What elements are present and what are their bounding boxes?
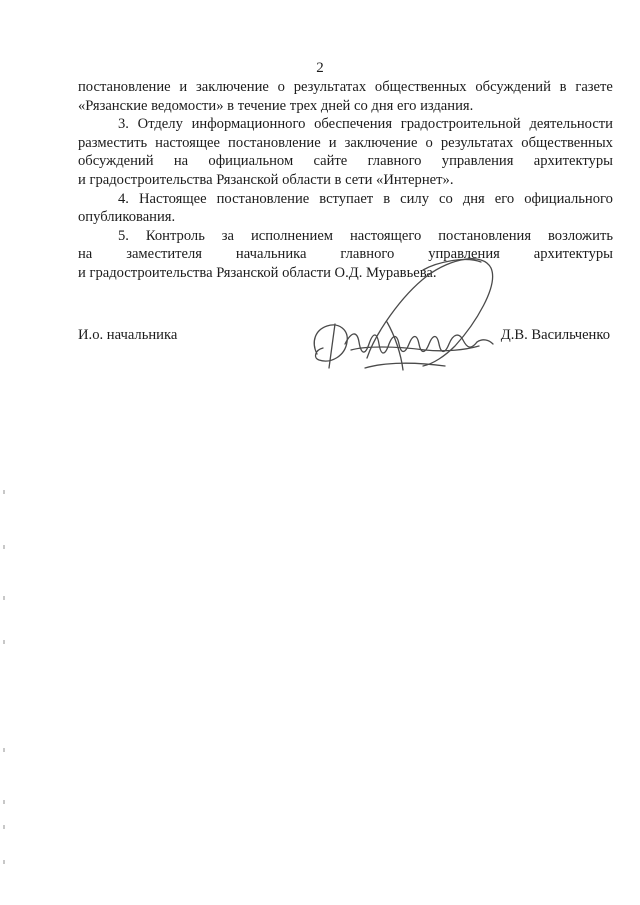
word: за: [221, 227, 235, 244]
text-line: [78, 97, 613, 116]
word: сайте: [313, 153, 348, 170]
word: 3.: [118, 116, 129, 133]
word: настоящее: [155, 134, 221, 151]
word: разместить: [78, 134, 148, 151]
text-line: [78, 171, 613, 190]
word: общественных: [374, 79, 467, 95]
word: со: [439, 190, 453, 207]
text-line: [78, 227, 613, 246]
word: информационного: [191, 116, 306, 133]
scan-margin-mark: [3, 490, 5, 494]
word: управления: [428, 246, 500, 263]
word: результатах: [440, 134, 514, 151]
word: настоящего: [349, 227, 422, 244]
word: начальника: [235, 246, 307, 263]
word: постановление: [228, 134, 321, 151]
word: заместителя: [126, 246, 203, 263]
signatory-position: И.о. начальника: [78, 327, 178, 343]
handwritten-signature: [305, 246, 505, 378]
word: главного: [367, 153, 422, 170]
text-line: [78, 115, 613, 134]
word: Отделу: [137, 116, 183, 133]
word: постановления: [438, 227, 532, 244]
word: газете: [575, 79, 613, 95]
scan-margin-mark: [3, 545, 5, 549]
word: обсуждений: [475, 79, 551, 95]
paragraph: [78, 115, 613, 189]
scan-margin-mark: [3, 825, 5, 829]
word: вступает: [319, 190, 374, 207]
line-text: опубликования.: [78, 209, 176, 226]
word: постановление: [216, 190, 310, 207]
word: заключение: [196, 79, 269, 95]
word: Настоящее: [138, 190, 207, 207]
scan-margin-mark: [3, 860, 5, 864]
word: градостроительной: [400, 116, 521, 133]
word: постановление: [78, 79, 171, 95]
text-line: [78, 208, 613, 227]
word: 5.: [118, 227, 129, 244]
text-line: [78, 152, 613, 171]
word: о: [425, 134, 433, 151]
word: возложить: [547, 227, 613, 244]
word: силу: [400, 190, 429, 207]
line-text: и градостроительства Рязанской области О.Д. Муравьева.: [78, 264, 437, 281]
word: официального: [524, 190, 613, 207]
scan-margin-mark: [3, 800, 5, 804]
word: о: [277, 79, 285, 95]
word: и: [328, 134, 337, 151]
word: обеспечения: [314, 116, 393, 133]
paragraph: [78, 190, 613, 227]
text-line: [78, 78, 613, 97]
signatory-name: Д.В. Васильченко: [500, 327, 610, 343]
word: официальном: [208, 153, 294, 170]
word: на: [78, 246, 93, 263]
word: 4.: [118, 190, 129, 207]
word: управления: [441, 153, 514, 170]
scan-margin-mark: [3, 748, 5, 752]
word: дня: [462, 190, 485, 207]
word: главного: [340, 246, 395, 263]
word: исполнением: [250, 227, 334, 244]
word: деятельности: [529, 116, 613, 133]
signature-block: [78, 321, 613, 381]
scan-margin-mark: [3, 596, 5, 600]
word: в: [383, 190, 391, 207]
text-line: [78, 134, 613, 153]
line-text: «Рязанские ведомости» в течение трех дней со дня его издания.: [78, 97, 474, 114]
text-line: [78, 190, 613, 209]
word: архитектуры: [533, 153, 613, 170]
word: результатах: [293, 79, 367, 95]
word: в: [559, 79, 567, 95]
word: общественных: [521, 134, 613, 151]
word: на: [173, 153, 189, 170]
word: и: [179, 79, 188, 95]
paragraph: [78, 78, 613, 115]
scan-margin-mark: [3, 640, 5, 644]
word: его: [494, 190, 515, 207]
word: Контроль: [145, 227, 205, 244]
word: обсуждений: [78, 153, 154, 170]
word: заключение: [344, 134, 418, 151]
page-number: 2: [316, 60, 324, 76]
line-text: и градостроительства Рязанской области в сети «Интернет».: [78, 171, 454, 188]
word: архитектуры: [533, 246, 613, 263]
